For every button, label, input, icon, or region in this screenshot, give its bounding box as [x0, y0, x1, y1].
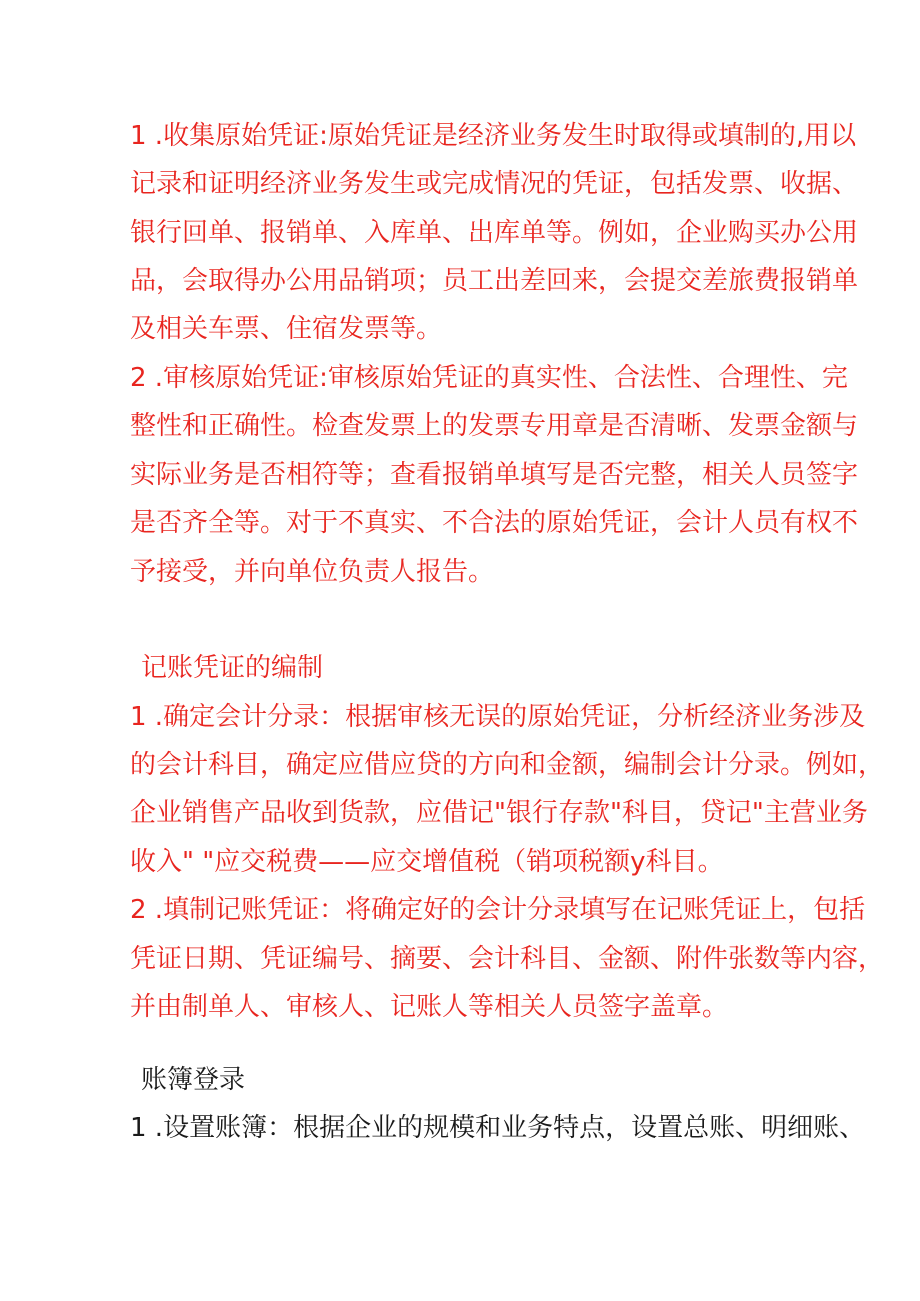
paragraph-line: 品，会取得办公用品销项；员工出差回来，会提交差旅费报销单	[130, 266, 859, 296]
paragraph-line: 企业销售产品收到货款，应借记"银行存款"科目，贷记"主营业务	[130, 798, 868, 828]
paragraph-line: 及相关车票、住宿发票等。	[130, 314, 443, 344]
paragraph-line: 1 .设置账簿：根据企业的规模和业务特点，设置总账、明细账、	[130, 1113, 866, 1143]
paragraph-line: 是否齐全等。对于不真实、不合法的原始凭证，会计人员有权不	[130, 508, 859, 538]
paragraph-line: 整性和正确性。检查发票上的发票专用章是否清晰、发票金额与	[130, 411, 859, 441]
paragraph-line: 1 .收集原始凭证:原始凭证是经济业务发生时取得或填制的,用以	[130, 121, 857, 151]
paragraph-line: 予接受，并向单位负责人报告。	[130, 557, 495, 587]
section-heading: 记账凭证的编制	[141, 653, 324, 683]
paragraph-line: 的会计科目，确定应借应贷的方向和金额，编制会计分录。例如，	[130, 750, 885, 780]
paragraph-line: 记录和证明经济业务发生或完成情况的凭证，包括发票、收据、	[130, 169, 859, 199]
paragraph-line: 收入" "应交税费——应交增值税（销项税额y科目。	[130, 847, 724, 877]
paragraph-line: 2 .审核原始凭证:审核原始凭证的真实性、合法性、合理性、完	[130, 363, 848, 393]
section-heading: 账簿登录	[141, 1065, 246, 1095]
paragraph-line: 并由制单人、审核人、记账人等相关人员签字盖章。	[130, 992, 729, 1022]
paragraph-line: 凭证日期、凭证编号、摘要、会计科目、金额、附件张数等内容，	[130, 944, 885, 974]
paragraph-line: 实际业务是否相符等；查看报销单填写是否完整，相关人员签字	[130, 460, 859, 490]
paragraph-line: 2 .填制记账凭证：将确定好的会计分录填写在记账凭证上，包括	[130, 895, 866, 925]
paragraph-line: 银行回单、报销单、入库单、出库单等。例如，企业购买办公用	[130, 218, 859, 248]
paragraph-line: 1 .确定会计分录：根据审核无误的原始凭证，分析经济业务涉及	[130, 702, 866, 732]
